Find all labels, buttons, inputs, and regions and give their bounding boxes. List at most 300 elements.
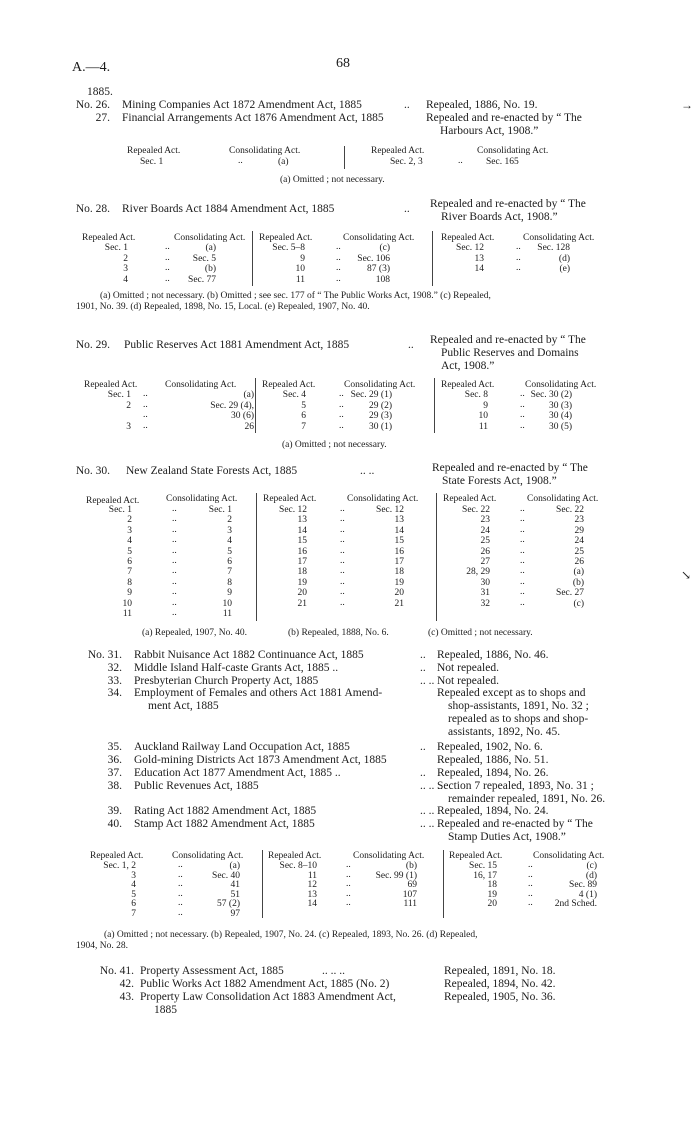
dot-leader: .. bbox=[528, 860, 533, 870]
dot-leader: .. bbox=[516, 263, 521, 273]
table-cell-consolidating: Sec. 27 bbox=[556, 588, 584, 599]
dot-leader: .. bbox=[340, 504, 345, 514]
table-cell-consolidating: 15 bbox=[394, 536, 404, 547]
table-cell-repealed: 14 bbox=[297, 525, 307, 536]
entry-dots: .. .. bbox=[420, 675, 435, 687]
col-header: Repealed Act. bbox=[268, 851, 322, 861]
table-cell-consolidating: Sec. 77 bbox=[188, 274, 216, 285]
table-cell-consolidating: Sec. 5 bbox=[192, 253, 216, 264]
dot-leader: .. bbox=[178, 879, 183, 890]
entry-dots: .. bbox=[404, 99, 410, 111]
dot-leader: .. bbox=[528, 879, 533, 890]
table-cell-consolidating: Sec. 128 bbox=[537, 243, 570, 253]
entry-number: 36. bbox=[107, 754, 122, 766]
table-cell-consolidating: 2nd Sched. bbox=[554, 899, 597, 910]
table-cell-consolidating: (c) bbox=[586, 861, 597, 871]
table-note: 1901, No. 39. (d) Repealed, 1898, No. 15, Local. (e) Repealed, 1907, No. 40. bbox=[76, 302, 370, 312]
dot-leader: .. bbox=[340, 587, 345, 598]
entry-status: Repealed, 1886, No. 46. bbox=[437, 649, 549, 661]
table-cell-consolidating: Sec. 99 (1) bbox=[375, 870, 417, 881]
dot-leader: .. bbox=[336, 273, 341, 284]
table-cell-consolidating: Sec. 30 (2) bbox=[530, 390, 572, 400]
dot-leader: .. bbox=[340, 535, 345, 546]
table-cell-consolidating: 6 bbox=[227, 557, 232, 567]
entry-number: 32. bbox=[107, 662, 122, 674]
dot-leader: .. bbox=[528, 869, 533, 880]
entry-title: Middle Island Half-caste Grants Act, 1885 .. bbox=[134, 662, 339, 674]
dot-leader: .. bbox=[528, 888, 533, 899]
entry-status: Repealed and re-enacted by “ The bbox=[430, 334, 586, 346]
entry-number: No. 41. bbox=[99, 965, 134, 977]
dot-leader: .. bbox=[178, 898, 183, 909]
dot-leader: .. bbox=[520, 587, 525, 598]
table-cell-consolidating: 18 bbox=[394, 567, 404, 578]
table-cell-consolidating: 29 bbox=[574, 525, 584, 536]
col-header: Repealed Act. bbox=[82, 233, 136, 243]
table-cell-repealed: 19 bbox=[487, 889, 497, 900]
dot-leader: .. bbox=[458, 156, 463, 166]
table-cell-consolidating: 87 (3) bbox=[367, 264, 390, 274]
table-cell-repealed: Sec. 12 bbox=[279, 505, 307, 515]
table-cell-repealed: 13 bbox=[297, 515, 307, 526]
table-cell-consolidating: 21 bbox=[394, 598, 404, 609]
entry-status-cont: State Forests Act, 1908.” bbox=[442, 475, 557, 487]
table-cell-consolidating: 20 bbox=[394, 588, 404, 599]
entry-title: Presbyterian Church Property Act, 1885 bbox=[134, 675, 319, 687]
table-cell-consolidating: 97 bbox=[230, 909, 240, 919]
dot-leader: .. bbox=[520, 535, 525, 546]
table-cell-consolidating: Sec. 89 bbox=[569, 880, 597, 891]
col-header: Consolidating Act. bbox=[343, 233, 415, 243]
document-reference: A.—4. bbox=[72, 60, 111, 75]
table-cell-consolidating: 111 bbox=[403, 899, 417, 910]
entry-title: Gold-mining Districts Act 1873 Amendment Act, 1885 bbox=[134, 754, 387, 766]
table-note: (b) Repealed, 1888, No. 6. bbox=[288, 628, 389, 638]
table-cell-consolidating: 25 bbox=[574, 546, 584, 557]
dot-leader: .. bbox=[336, 252, 341, 263]
entry-title-cont: 1885 bbox=[154, 1004, 177, 1016]
table-cell-repealed: 27 bbox=[480, 557, 490, 567]
table-cell-repealed: 14 bbox=[307, 899, 317, 910]
col-header: Repealed Act. bbox=[441, 380, 495, 390]
table-cell-consolidating: 8 bbox=[227, 577, 232, 588]
entry-title-cont: ment Act, 1885 bbox=[148, 700, 219, 712]
table-cell-repealed: 7 bbox=[301, 421, 306, 432]
dot-leader: .. bbox=[520, 524, 525, 535]
entry-dots: .. .. .. bbox=[420, 780, 443, 792]
entry-number: No. 31. bbox=[87, 649, 122, 661]
entry-status: assistants, 1892, No. 45. bbox=[448, 726, 561, 738]
dot-leader: .. bbox=[340, 545, 345, 556]
table-cell-consolidating: 30 (3) bbox=[549, 400, 572, 411]
table-note: (a) Omitted ; not necessary. (b) Omitted ; see sec. 177 of “ The Public Works Act, 1908.” (c) Repealed, bbox=[100, 291, 491, 301]
dot-leader: .. bbox=[520, 566, 525, 577]
table-cell-repealed: 19 bbox=[297, 577, 307, 588]
dot-leader: .. bbox=[520, 399, 525, 410]
col-header: Consolidating Act. bbox=[165, 380, 237, 390]
table-cell-repealed: 32 bbox=[480, 598, 490, 609]
table-cell-consolidating: 29 (3) bbox=[369, 411, 392, 421]
entry-status: Section 7 repealed, 1893, No. 31 ; bbox=[437, 780, 594, 792]
table-cell-repealed: 8 bbox=[127, 577, 132, 588]
dot-leader: .. bbox=[178, 860, 183, 870]
entry-status: Repealed and re-enacted by “ The bbox=[437, 818, 593, 830]
table-cell-consolidating: 4 (1) bbox=[578, 889, 597, 900]
entry-title: New Zealand State Forests Act, 1885 bbox=[126, 465, 298, 477]
col-header: Consolidating Act. bbox=[525, 380, 597, 390]
entry-dots: .. bbox=[420, 767, 426, 779]
margin-mark: ↘ bbox=[681, 568, 692, 582]
dot-leader: .. bbox=[336, 242, 341, 252]
table-cell-consolidating: 26 bbox=[574, 557, 584, 567]
entry-dots: .. bbox=[408, 339, 414, 351]
dot-leader: .. bbox=[336, 263, 341, 273]
table-cell: Sec. 1 bbox=[140, 157, 164, 167]
dot-leader: .. bbox=[520, 545, 525, 556]
column-divider bbox=[344, 146, 345, 169]
table-cell-repealed: 3 bbox=[127, 525, 132, 536]
table-cell-consolidating: 108 bbox=[375, 274, 390, 285]
dot-leader: .. bbox=[165, 263, 170, 273]
col-header: Consolidating Act. bbox=[344, 380, 416, 390]
entry-number: No. 29. bbox=[75, 339, 110, 351]
dot-leader: .. bbox=[340, 566, 345, 577]
col-header: Repealed Act. bbox=[84, 380, 138, 390]
table-cell-consolidating: Sec. 106 bbox=[357, 253, 390, 264]
table-cell-consolidating: (b) bbox=[204, 264, 216, 274]
table-cell-consolidating: 26 bbox=[244, 421, 254, 432]
col-header: Consolidating Act. bbox=[229, 146, 301, 156]
table-cell-repealed: 11 bbox=[122, 609, 132, 619]
entry-status-cont: Harbours Act, 1908.” bbox=[440, 125, 539, 137]
table-cell-repealed: 20 bbox=[297, 588, 307, 599]
table-cell-repealed: 14 bbox=[474, 264, 484, 274]
table-cell-consolidating: Sec. 29 (1) bbox=[350, 390, 392, 400]
col-header: Repealed Act. bbox=[449, 851, 503, 861]
table-cell-repealed: 16, 17 bbox=[473, 870, 497, 881]
entry-status: Stamp Duties Act, 1908.” bbox=[448, 831, 566, 843]
dot-leader: .. bbox=[172, 504, 177, 514]
table-cell-repealed: 11 bbox=[295, 274, 305, 285]
table-cell-repealed: 5 bbox=[127, 546, 132, 557]
table-cell-repealed: 23 bbox=[480, 515, 490, 526]
table-cell-consolidating: Sec. 22 bbox=[556, 505, 584, 515]
table-cell-repealed: 10 bbox=[295, 264, 305, 274]
dot-leader: .. bbox=[346, 888, 351, 899]
table-note: (a) Omitted ; not necessary. (b) Repealed, 1907, No. 24. (c) Repealed, 1893, No. 26. (d) Repealed, bbox=[104, 930, 478, 940]
table-cell: (a) bbox=[278, 157, 289, 167]
table-cell-consolidating: (a) bbox=[229, 861, 240, 871]
table-cell-repealed: 9 bbox=[127, 588, 132, 599]
entry-status: repealed as to shops and shop- bbox=[448, 713, 589, 725]
entry-status: Not repealed. bbox=[437, 675, 499, 687]
table-cell-consolidating: 19 bbox=[394, 577, 404, 588]
entry-title: River Boards Act 1884 Amendment Act, 1885 bbox=[122, 203, 335, 215]
entry-dots: .. .. bbox=[360, 465, 375, 477]
col-header: Consolidating Act. bbox=[347, 494, 419, 504]
table-cell-consolidating: 10 bbox=[222, 598, 232, 609]
table-cell-consolidating: 17 bbox=[394, 557, 404, 567]
col-header: Consolidating Act. bbox=[353, 851, 425, 861]
entry-number: 42. bbox=[119, 978, 134, 990]
entry-title: Mining Companies Act 1872 Amendment Act, 1885 bbox=[122, 99, 362, 111]
dot-leader: .. bbox=[346, 860, 351, 870]
table-cell-consolidating: 57 (2) bbox=[217, 899, 240, 910]
dot-leader: .. bbox=[339, 399, 344, 410]
table-cell-consolidating: (a) bbox=[205, 243, 216, 253]
col-header: Consolidating Act. bbox=[172, 851, 244, 861]
entry-number: 34. bbox=[107, 687, 122, 699]
table-cell-repealed: 5 bbox=[301, 400, 306, 411]
table-cell-consolidating: (b) bbox=[405, 861, 417, 871]
col-header: Repealed Act. bbox=[443, 494, 497, 504]
col-header: Consolidating Act. bbox=[477, 146, 549, 156]
entry-status: Repealed except as to shops and bbox=[437, 687, 586, 699]
entry-number: 37. bbox=[107, 767, 122, 779]
table-cell-repealed: Sec. 1 bbox=[107, 390, 131, 400]
table-cell-repealed: 7 bbox=[131, 909, 136, 919]
table-cell-consolidating: 30 (4) bbox=[549, 411, 572, 421]
entry-number: 27. bbox=[95, 112, 110, 124]
entry-dots: .. .. bbox=[420, 818, 435, 830]
table-cell-consolidating: 29 (2) bbox=[369, 400, 392, 411]
table-cell-consolidating: 3 bbox=[227, 525, 232, 536]
table-cell-repealed: 25 bbox=[480, 536, 490, 547]
entry-dots: .. bbox=[420, 741, 426, 753]
table-cell-repealed: Sec. 8–10 bbox=[279, 861, 317, 871]
dot-leader: .. bbox=[346, 898, 351, 909]
dot-leader: .. bbox=[172, 535, 177, 546]
table-cell-repealed: 30 bbox=[480, 577, 490, 588]
table-cell-consolidating: 9 bbox=[227, 588, 232, 599]
table-cell-consolidating: 11 bbox=[222, 609, 232, 619]
entry-title: Property Assessment Act, 1885 bbox=[140, 965, 284, 977]
dot-leader: .. bbox=[178, 888, 183, 899]
table-cell-consolidating: (a) bbox=[573, 567, 584, 578]
dot-leader: .. bbox=[340, 556, 345, 566]
table-note: (a) Omitted ; not necessary. bbox=[282, 440, 387, 450]
table-cell-consolidating: 23 bbox=[574, 515, 584, 526]
table-cell-consolidating: Sec. 29 (4), bbox=[210, 400, 254, 411]
table-cell-repealed: 31 bbox=[480, 588, 490, 599]
entry-dots: .. bbox=[420, 662, 426, 674]
col-header: Repealed Act. bbox=[90, 851, 144, 861]
dot-leader: .. bbox=[516, 242, 521, 252]
dot-leader: .. bbox=[339, 420, 344, 431]
table-cell-consolidating: (b) bbox=[572, 577, 584, 588]
dot-leader: .. bbox=[340, 514, 345, 525]
table-cell-consolidating: Sec. 12 bbox=[376, 505, 404, 515]
table-cell-repealed: 3 bbox=[131, 870, 136, 881]
entry-status: remainder repealed, 1891, No. 26. bbox=[448, 793, 606, 805]
dot-leader: .. bbox=[516, 252, 521, 263]
table-cell-consolidating: 2 bbox=[227, 515, 232, 526]
table-cell-repealed: Sec. 8 bbox=[464, 390, 488, 400]
col-header: Repealed Act. bbox=[441, 233, 495, 243]
table-cell-consolidating: (d) bbox=[558, 253, 570, 264]
table-cell-repealed: 2 bbox=[126, 400, 131, 411]
entry-status: Repealed, 1894, No. 24. bbox=[437, 805, 549, 817]
table-cell-repealed: 15 bbox=[297, 536, 307, 547]
dot-leader: .. bbox=[339, 389, 344, 399]
table-cell-repealed: 3 bbox=[123, 264, 128, 274]
table-note: (a) Repealed, 1907, No. 40. bbox=[142, 628, 247, 638]
table-cell: Sec. 2, 3 bbox=[390, 157, 423, 167]
col-header: Repealed Act. bbox=[371, 146, 425, 156]
dot-leader: .. bbox=[520, 389, 525, 399]
table-cell-consolidating: 16 bbox=[394, 546, 404, 557]
dot-leader: .. bbox=[165, 242, 170, 252]
entry-number: 39. bbox=[107, 805, 122, 817]
entry-title: Auckland Railway Land Occupation Act, 1885 bbox=[134, 741, 350, 753]
dot-leader: .. bbox=[172, 524, 177, 535]
entry-status: shop-assistants, 1891, No. 32 ; bbox=[448, 700, 589, 712]
table-cell-repealed: 26 bbox=[480, 546, 490, 557]
table-cell-repealed: 2 bbox=[123, 253, 128, 264]
dot-leader: .. bbox=[172, 576, 177, 587]
table-cell-consolidating: 69 bbox=[407, 880, 417, 891]
entry-title: Public Reserves Act 1881 Amendment Act, 1885 bbox=[124, 339, 350, 351]
table-cell-repealed: 2 bbox=[127, 515, 132, 526]
entry-title: Public Works Act 1882 Amendment Act, 1885 (No. 2) bbox=[140, 978, 390, 990]
dot-leader: .. bbox=[143, 389, 148, 399]
table-cell-repealed: 13 bbox=[307, 889, 317, 900]
table-cell-repealed: 7 bbox=[127, 567, 132, 578]
entry-status: Repealed, 1894, No. 26. bbox=[437, 767, 549, 779]
table-cell-consolidating: 4 bbox=[227, 536, 232, 547]
table-cell-repealed: 5 bbox=[131, 889, 136, 900]
entry-number: No. 30. bbox=[75, 465, 110, 477]
entry-status: Repealed and re-enacted by “ The bbox=[432, 462, 588, 474]
col-header: Repealed Act. bbox=[127, 146, 181, 156]
table-cell-repealed: 3 bbox=[126, 421, 131, 432]
table-cell-consolidating: 51 bbox=[230, 889, 240, 900]
table-cell-repealed: 10 bbox=[478, 411, 488, 421]
table-cell-repealed: Sec. 1 bbox=[104, 243, 128, 253]
table-cell-consolidating: 30 (1) bbox=[369, 421, 392, 432]
table-cell-consolidating: 30 (5) bbox=[549, 421, 572, 432]
entry-status: Repealed, 1894, No. 42. bbox=[444, 978, 556, 990]
table-cell-consolidating: (c) bbox=[573, 598, 584, 609]
entry-status-cont: River Boards Act, 1908.” bbox=[441, 211, 558, 223]
entry-title: Stamp Act 1882 Amendment Act, 1885 bbox=[134, 818, 315, 830]
entry-title: Public Revenues Act, 1885 bbox=[134, 780, 259, 792]
table-cell-consolidating: 5 bbox=[227, 546, 232, 557]
table-cell-consolidating: (d) bbox=[585, 870, 597, 881]
table-cell-consolidating: Sec. 1 bbox=[208, 505, 232, 515]
dot-leader: .. bbox=[520, 514, 525, 525]
col-header: Consolidating Act. bbox=[523, 233, 595, 243]
table-cell-repealed: 18 bbox=[487, 880, 497, 891]
table-cell: Sec. 165 bbox=[486, 157, 519, 167]
col-header: Consolidating Act. bbox=[166, 494, 238, 504]
entry-number: 43. bbox=[119, 991, 134, 1003]
entry-status: Repealed, 1905, No. 36. bbox=[444, 991, 556, 1003]
table-cell-repealed: 6 bbox=[127, 557, 132, 567]
dot-leader: .. bbox=[172, 514, 177, 525]
page-number: 68 bbox=[336, 56, 350, 71]
table-cell-repealed: 6 bbox=[131, 899, 136, 910]
dot-leader: .. bbox=[520, 410, 525, 420]
dot-leader: .. bbox=[238, 156, 243, 166]
table-cell-repealed: 4 bbox=[123, 274, 128, 285]
table-note: (c) Omitted ; not necessary. bbox=[428, 628, 533, 638]
margin-mark: → bbox=[681, 98, 693, 112]
table-cell-repealed: 4 bbox=[127, 536, 132, 547]
table-cell-repealed: 11 bbox=[478, 421, 488, 432]
table-cell-repealed: 11 bbox=[307, 870, 317, 881]
col-header: Consolidating Act. bbox=[174, 233, 246, 243]
table-cell-repealed: 6 bbox=[301, 411, 306, 421]
entry-number: 33. bbox=[107, 675, 122, 687]
dot-leader: .. bbox=[178, 908, 183, 918]
table-cell-repealed: Sec. 12 bbox=[456, 243, 484, 253]
col-header: Repealed Act. bbox=[262, 380, 316, 390]
entry-number: 38. bbox=[107, 780, 122, 792]
table-cell-consolidating: (a) bbox=[243, 390, 254, 400]
col-header: Consolidating Act. bbox=[533, 851, 605, 861]
table-cell-repealed: 10 bbox=[122, 598, 132, 609]
table-cell-repealed: Sec. 22 bbox=[462, 505, 490, 515]
col-header: Consolidating Act. bbox=[527, 494, 599, 504]
dot-leader: .. bbox=[340, 597, 345, 608]
dot-leader: .. bbox=[172, 608, 177, 618]
entry-title: Financial Arrangements Act 1876 Amendment Act, 1885 bbox=[122, 112, 384, 124]
entry-number: 40. bbox=[107, 818, 122, 830]
table-cell-repealed: 20 bbox=[487, 899, 497, 910]
table-cell-repealed: 12 bbox=[307, 880, 317, 891]
entry-title: Education Act 1877 Amendment Act, 1885 .. bbox=[134, 767, 341, 779]
table-note: 1904, No. 28. bbox=[76, 941, 128, 951]
table-cell-consolidating: (e) bbox=[559, 264, 570, 274]
table-cell-repealed: 17 bbox=[297, 557, 307, 567]
table-cell-repealed: Sec. 1, 2 bbox=[103, 861, 136, 871]
entry-status: Repealed and re-enacted by “ The bbox=[430, 198, 586, 210]
dot-leader: .. bbox=[143, 399, 148, 410]
entry-title: Property Law Consolidation Act 1883 Amendment Act, bbox=[140, 991, 396, 1003]
table-cell-repealed: 24 bbox=[480, 525, 490, 536]
entry-number: No. 28. bbox=[75, 203, 110, 215]
table-cell-consolidating: Sec. 40 bbox=[212, 870, 240, 881]
entry-number: No. 26. bbox=[75, 99, 110, 111]
table-cell-consolidating: 24 bbox=[574, 536, 584, 547]
entry-dots: .. bbox=[404, 203, 410, 215]
table-cell-consolidating: (c) bbox=[379, 243, 390, 253]
dot-leader: .. bbox=[178, 869, 183, 880]
table-cell-repealed: 21 bbox=[297, 598, 307, 609]
dot-leader: .. bbox=[172, 545, 177, 556]
entry-dots: .. bbox=[420, 649, 426, 661]
dot-leader: .. bbox=[143, 410, 148, 420]
table-cell-repealed: 28, 29 bbox=[466, 567, 490, 578]
entry-status: Not repealed. bbox=[437, 662, 499, 674]
table-cell-repealed: 18 bbox=[297, 567, 307, 578]
dot-leader: .. bbox=[528, 898, 533, 909]
entry-title: Rating Act 1882 Amendment Act, 1885 bbox=[134, 805, 317, 817]
entry-status: Repealed and re-enacted by “ The bbox=[426, 112, 582, 124]
table-cell-consolidating: 14 bbox=[394, 525, 404, 536]
col-header: Repealed Act. bbox=[86, 496, 140, 506]
dot-leader: .. bbox=[346, 879, 351, 890]
table-cell-consolidating: 13 bbox=[394, 515, 404, 526]
dot-leader: .. bbox=[346, 869, 351, 880]
dot-leader: .. bbox=[339, 410, 344, 420]
entry-title: Employment of Females and others Act 1881 Amend- bbox=[134, 687, 383, 699]
entry-status: Repealed, 1886, No. 51. bbox=[437, 754, 549, 766]
entry-status-cont: Act, 1908.” bbox=[441, 360, 495, 372]
entry-status: Repealed, 1886, No. 19. bbox=[426, 99, 538, 111]
table-cell-consolidating: 7 bbox=[227, 567, 232, 578]
